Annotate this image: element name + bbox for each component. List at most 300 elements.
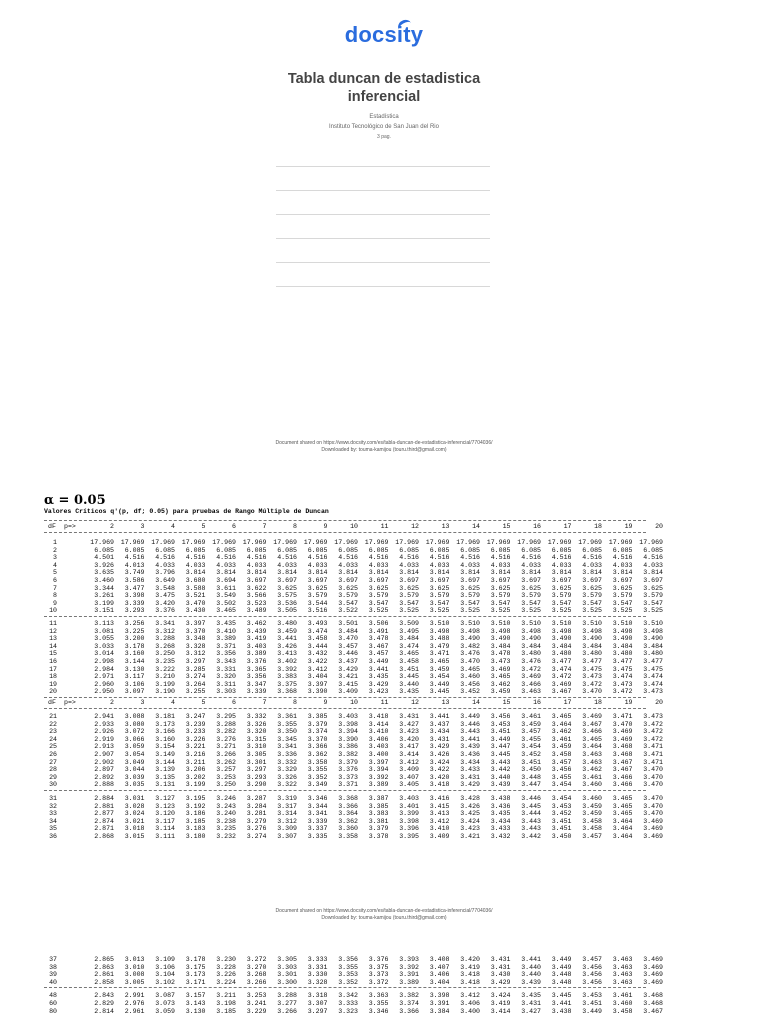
value-cell: 3.293 [246,773,267,781]
value-cell: 3.336 [277,751,297,758]
value-cell: 3.525 [429,607,450,615]
value-cell: 3.106 [124,680,145,688]
value-cell: 3.389 [368,781,389,789]
value-cell: 3.467 [551,688,572,696]
value-cell: 3.625 [460,584,480,592]
value-cell: 3.450 [521,766,541,774]
value-cell: 3.472 [643,735,663,743]
value-cell: 3.464 [612,825,633,833]
df-cell: 25 [49,743,57,751]
value-cell: 3.449 [429,680,450,688]
value-cell: 3.049 [124,758,145,766]
value-cell: 3.243 [216,802,236,810]
value-cell: 3.440 [399,680,419,688]
value-cell: 3.547 [490,599,511,607]
value-cell: 17.969 [273,539,297,546]
value-cell: 3.697 [368,577,389,584]
value-cell: 3.375 [277,680,297,688]
p-value-header: 6 [232,523,236,530]
value-cell: 3.154 [155,743,175,751]
value-cell: 4.033 [460,561,480,569]
df-header: dF [48,523,56,530]
value-cell: 3.151 [94,607,114,615]
value-cell: 3.028 [124,802,145,810]
value-cell: 3.579 [551,592,572,600]
value-cell: 3.412 [460,992,480,1000]
value-cell: 3.446 [338,650,358,658]
value-cell: 3.229 [246,1007,267,1015]
value-cell: 3.401 [399,802,419,810]
p-value-header: 18 [594,699,602,706]
value-cell: 3.372 [368,978,389,986]
value-cell: 3.697 [460,577,480,584]
value-cell: 3.435 [368,673,389,681]
value-cell: 3.346 [368,1007,389,1015]
value-cell: 3.498 [582,627,602,635]
value-cell: 3.335 [307,833,328,840]
value-cell: 3.073 [155,1000,175,1007]
value-cell: 3.697 [338,577,358,584]
value-cell: 3.465 [612,810,633,818]
p-value-header: 2 [110,523,114,530]
value-cell: 3.264 [185,680,206,688]
value-cell: 3.389 [246,650,267,658]
value-cell: 3.270 [246,963,267,971]
value-cell: 3.505 [277,607,297,615]
value-cell: 3.024 [124,810,145,818]
table-separator [44,790,646,791]
value-cell: 3.021 [124,817,145,825]
value-cell: 3.439 [521,978,541,986]
value-cell: 3.297 [246,766,267,774]
value-cell: 2.976 [124,1000,145,1007]
value-cell: 3.474 [551,665,572,673]
value-cell: 4.033 [643,561,663,569]
df-cell: 4 [53,561,57,569]
value-cell: 3.451 [551,817,572,825]
value-cell: 4.516 [307,554,328,562]
value-cell: 3.008 [124,971,145,979]
value-cell: 17.969 [486,539,511,546]
alpha-heading: α = 0.05 [44,493,106,508]
value-cell: 3.130 [185,1007,206,1015]
value-cell: 3.579 [399,592,419,600]
document-title: Tabla duncan de estadistica inferencial [287,71,481,105]
value-cell: 3.459 [429,665,450,673]
value-cell: 3.459 [521,720,541,728]
value-cell: 3.374 [399,1000,419,1007]
value-cell: 17.969 [364,539,389,546]
df-header: dF [48,699,56,706]
value-cell: 3.293 [124,607,145,615]
value-cell: 3.544 [307,599,328,607]
value-cell: 3.575 [277,592,297,600]
value-cell: 3.461 [612,992,633,1000]
table-subtitle: Valores Críticos q'(p, df; 0.05) para pruebas de Rango Múltiple de Duncan [44,508,329,515]
value-cell: 17.969 [517,539,541,546]
value-cell: 3.423 [399,728,419,736]
value-cell: 3.465 [460,665,480,673]
value-cell: 3.427 [399,720,419,728]
value-cell: 3.409 [338,688,358,696]
value-cell: 17.969 [456,539,480,546]
value-cell: 3.484 [399,635,419,643]
df-cell: 33 [49,810,57,818]
df-cell: 12 [49,627,57,635]
value-cell: 3.484 [612,642,633,650]
value-cell: 3.495 [399,627,419,635]
value-cell: 3.178 [124,642,145,650]
value-cell: 3.445 [490,751,511,758]
value-cell: 6.085 [399,546,419,554]
value-cell: 3.444 [521,810,541,818]
value-cell: 4.033 [521,561,541,569]
value-cell: 6.085 [643,546,663,554]
value-cell: 3.173 [185,971,206,979]
value-cell: 2.902 [94,758,114,766]
value-cell: 3.441 [429,713,450,720]
table-separator [44,987,646,988]
value-cell: 3.355 [368,1000,389,1007]
value-cell: 4.516 [185,554,206,562]
value-cell: 6.085 [94,546,114,554]
value-cell: 3.405 [399,781,419,789]
value-cell: 3.926 [94,561,114,569]
value-cell: 3.510 [643,620,663,627]
value-cell: 3.456 [490,713,511,720]
p-value-header: 18 [594,523,602,530]
value-cell: 3.437 [429,720,450,728]
p-value-header: 11 [380,523,389,530]
p-value-header: 17 [563,523,572,530]
value-cell: 3.407 [429,963,450,971]
value-cell: 3.438 [490,795,511,802]
value-cell: 3.420 [155,599,175,607]
p-value-header: 12 [411,699,419,706]
value-cell: 3.339 [124,599,145,607]
value-cell: 3.310 [246,743,267,751]
value-cell: 3.406 [368,735,389,743]
value-cell: 3.307 [277,833,297,840]
value-cell: 3.428 [460,795,480,802]
value-cell: 3.144 [155,758,175,766]
value-cell: 3.463 [612,971,633,979]
value-cell: 3.466 [612,781,633,789]
value-cell: 3.449 [582,1007,602,1015]
value-cell: 3.013 [124,956,145,963]
value-cell: 3.462 [551,728,572,736]
value-cell: 3.376 [338,766,358,774]
value-cell: 3.418 [429,781,450,789]
p-value-header: 14 [472,523,480,530]
value-cell: 3.352 [338,978,358,986]
value-cell: 4.033 [246,561,267,569]
value-cell: 2.907 [94,751,114,758]
value-cell: 2.897 [94,766,114,774]
value-cell: 3.474 [399,642,419,650]
value-cell: 3.087 [155,992,175,1000]
value-cell: 3.453 [490,720,511,728]
value-cell: 3.625 [399,584,419,592]
value-cell: 3.266 [277,1007,297,1015]
value-cell: 3.233 [185,728,206,736]
value-cell: 3.412 [429,817,450,825]
value-cell: 3.415 [429,802,450,810]
value-cell: 3.288 [216,720,236,728]
value-cell: 3.374 [307,728,328,736]
value-cell: 3.389 [216,635,236,643]
value-cell: 3.625 [612,584,633,592]
value-cell: 3.441 [368,665,389,673]
value-cell: 3.510 [521,620,541,627]
value-cell: 3.266 [216,751,236,758]
value-cell: 3.426 [460,802,480,810]
value-cell: 3.331 [307,963,328,971]
value-cell: 3.440 [521,971,541,979]
value-cell: 3.697 [307,577,328,584]
value-cell: 3.457 [582,833,602,840]
value-cell: 3.458 [551,751,572,758]
value-cell: 3.398 [124,592,145,600]
value-cell: 3.465 [429,658,450,665]
value-cell: 3.253 [246,992,267,1000]
value-cell: 3.442 [490,766,511,774]
value-cell: 3.625 [490,584,511,592]
value-cell: 3.456 [460,680,480,688]
table-separator [44,697,646,698]
value-cell: 3.031 [124,795,145,802]
value-cell: 3.474 [307,627,328,635]
p-value-header: 13 [441,523,450,530]
value-cell: 3.224 [216,978,236,986]
value-cell: 3.355 [307,766,328,774]
value-cell: 3.452 [460,688,480,696]
value-cell: 3.297 [185,658,206,665]
document-category[interactable]: Estadística [369,114,399,120]
value-cell: 3.455 [551,773,572,781]
document-pages: 3 pag. [377,134,391,140]
value-cell: 3.457 [338,642,358,650]
value-cell: 3.349 [307,781,328,789]
footer-shared-line[interactable]: Document shared on https://www.docsity.com/es/tabla-duncan-de-estadistica-inferencial/7704036/ [275,440,493,446]
divider-line [276,238,490,239]
docsity-logo[interactable] [0,22,768,48]
value-cell: 3.130 [124,665,145,673]
value-cell: 3.697 [246,577,267,584]
value-cell: 3.391 [399,971,419,979]
p-value-header: 13 [441,699,450,706]
value-cell: 3.469 [643,963,663,971]
value-cell: 3.448 [551,978,572,986]
value-cell: 3.472 [521,665,541,673]
value-cell: 3.360 [338,825,358,833]
p-value-header: 12 [411,523,419,530]
value-cell: 3.467 [643,1007,663,1015]
value-cell: 4.501 [94,554,114,562]
footer-shared-line[interactable]: Document shared on https://www.docsity.com/es/tabla-duncan-de-estadistica-inferencial/7704036/ [275,908,493,914]
p-value-header: 8 [293,523,297,530]
value-cell: 3.426 [277,642,297,650]
value-cell: 3.449 [368,658,389,665]
value-cell: 3.390 [338,735,358,743]
value-cell: 3.332 [277,758,297,766]
value-cell: 3.344 [94,584,114,592]
value-cell: 6.085 [551,546,572,554]
value-cell: 3.547 [582,599,602,607]
p-value-header: 20 [655,523,663,530]
value-cell: 3.211 [185,758,206,766]
value-cell: 3.407 [399,773,419,781]
value-cell: 3.382 [338,751,358,758]
value-cell: 3.548 [155,584,175,592]
value-cell: 3.475 [155,592,175,600]
value-cell: 3.579 [612,592,633,600]
value-cell: 3.471 [643,743,663,751]
p-value-header: 8 [293,699,297,706]
value-cell: 2.919 [94,735,114,743]
value-cell: 3.268 [246,971,267,979]
value-cell: 3.579 [490,592,511,600]
value-cell: 2.868 [94,833,114,840]
value-cell: 3.337 [307,825,328,833]
p-value-header: 9 [323,699,328,706]
value-cell: 3.463 [521,688,541,696]
value-cell: 3.477 [643,658,663,665]
value-cell: 3.510 [429,620,450,627]
p-value-header: 10 [350,523,358,530]
value-cell: 3.272 [246,956,267,963]
value-cell: 3.333 [307,956,328,963]
value-cell: 6.085 [429,546,450,554]
value-cell: 3.510 [460,620,480,627]
value-cell: 3.419 [246,635,267,643]
p-value-header: 4 [171,699,175,706]
value-cell: 3.322 [277,781,297,789]
value-cell: 3.117 [155,817,175,825]
value-cell: 3.345 [277,735,297,743]
value-cell: 3.549 [216,592,236,600]
value-cell: 4.033 [399,561,419,569]
table-header-row [44,523,663,531]
value-cell: 3.468 [643,992,663,1000]
value-cell: 3.232 [216,833,236,840]
value-cell: 6.085 [216,546,236,554]
value-cell: 3.430 [490,971,511,979]
value-cell: 3.586 [124,577,145,584]
value-cell: 3.697 [521,577,541,584]
value-cell: 3.473 [643,713,663,720]
value-cell: 3.464 [582,743,602,751]
value-cell: 3.442 [521,833,541,840]
value-cell: 3.295 [216,713,236,720]
value-cell: 3.400 [460,1007,480,1015]
value-cell: 3.353 [338,971,358,979]
divider-line [276,262,490,263]
value-cell: 2.884 [94,795,114,802]
value-cell: 4.516 [429,554,450,562]
table-separator [44,708,646,709]
p-value-header: 7 [262,523,267,530]
value-cell: 3.459 [551,743,572,751]
value-cell: 3.435 [216,620,236,627]
value-cell: 3.466 [521,680,541,688]
value-cell: 3.469 [643,971,663,979]
value-cell: 3.749 [124,569,145,577]
p-value-header: 10 [350,699,358,706]
value-cell: 3.465 [612,802,633,810]
value-cell: 3.431 [399,713,419,720]
value-cell: 3.547 [368,599,389,607]
value-cell: 3.088 [124,713,145,720]
value-cell: 3.814 [399,569,419,577]
value-cell: 3.015 [124,833,145,840]
value-cell: 3.018 [124,825,145,833]
df-cell: 29 [49,773,57,781]
value-cell: 3.403 [399,795,419,802]
value-cell: 3.547 [521,599,541,607]
value-cell: 3.458 [307,635,328,643]
df-cell: 24 [49,735,57,743]
value-cell: 3.235 [216,825,236,833]
value-cell: 3.470 [643,795,663,802]
value-cell: 3.431 [521,1000,541,1007]
value-cell: 3.476 [521,658,541,665]
value-cell: 3.423 [368,688,389,696]
value-cell: 3.418 [460,978,480,986]
value-cell: 3.373 [338,773,358,781]
df-cell: 7 [53,584,57,592]
value-cell: 6.085 [246,546,267,554]
df-cell: 11 [49,620,57,627]
value-cell: 2.871 [94,825,114,833]
value-cell: 3.458 [612,1007,633,1015]
value-cell: 3.199 [185,781,206,789]
value-cell: 3.211 [216,992,236,1000]
value-cell: 3.814 [490,569,511,577]
value-cell: 3.434 [460,758,480,766]
value-cell: 3.521 [185,592,206,600]
value-cell: 3.378 [368,833,389,840]
value-cell: 3.400 [368,751,389,758]
df-cell: 22 [49,720,57,728]
value-cell: 4.516 [582,554,602,562]
value-cell: 3.547 [612,599,633,607]
table-row [44,607,663,615]
value-cell: 3.457 [368,650,389,658]
value-cell: 17.969 [639,539,663,546]
value-cell: 3.470 [338,635,358,643]
value-cell: 3.471 [643,751,663,758]
value-cell: 4.013 [124,561,145,569]
value-cell: 3.276 [216,735,236,743]
value-cell: 3.480 [643,650,663,658]
document-institution[interactable]: Instituto Tecnológico de San Juan del Rio [329,124,439,130]
value-cell: 3.460 [460,673,480,681]
value-cell: 3.680 [185,577,206,584]
value-cell: 3.383 [277,673,297,681]
value-cell: 3.451 [582,1000,602,1007]
value-cell: 3.510 [551,620,572,627]
value-cell: 3.446 [521,795,541,802]
value-cell: 3.506 [368,620,389,627]
value-cell: 3.649 [155,577,175,584]
value-cell: 3.475 [612,665,633,673]
value-cell: 3.449 [551,963,572,971]
value-cell: 3.266 [246,978,267,986]
value-cell: 3.250 [155,650,175,658]
value-cell: 3.173 [155,720,175,728]
value-cell: 3.144 [124,658,145,665]
